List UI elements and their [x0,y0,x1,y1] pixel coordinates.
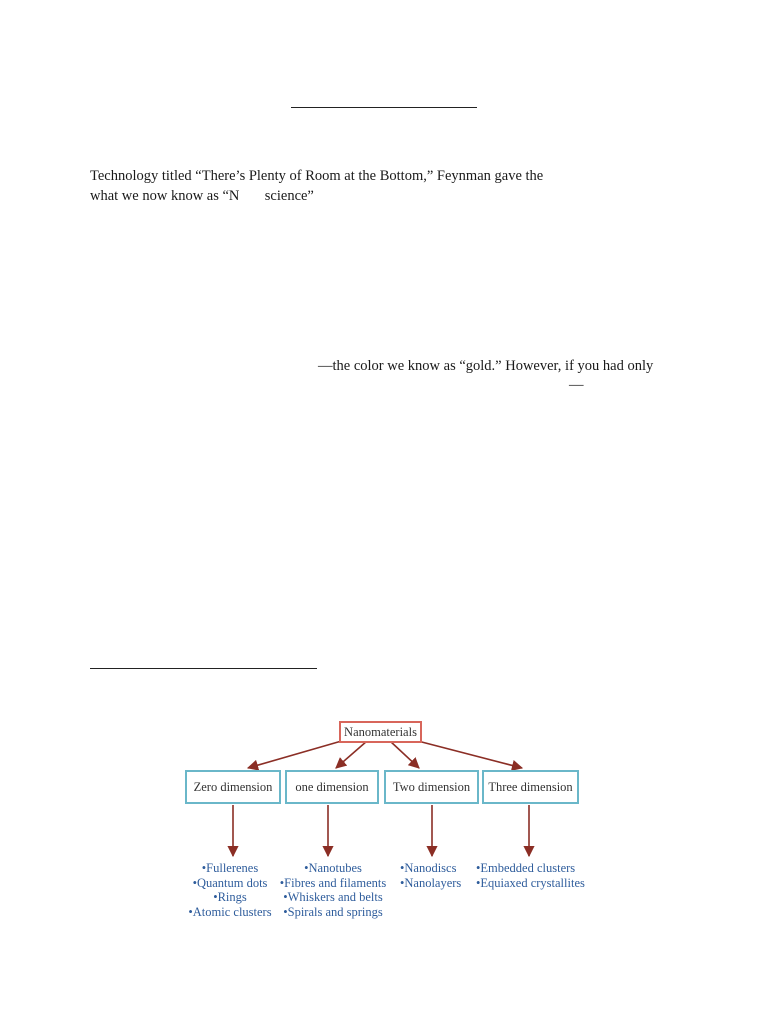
item-quantum-dots: •Quantum dots [192,875,268,890]
item-embedded-clusters: •Embedded clusters [476,861,576,875]
arrow-root-to-zero [248,740,345,768]
items-one-dimension [274,861,392,919]
item-whiskers-and-belts: •Whiskers and belts [283,890,383,904]
category-three-dimension: Three dimension [482,770,579,804]
text-line-2: what we now know as “N science” [90,188,314,204]
items-three-dimension [476,861,594,890]
root-node-nanomaterials: Nanomaterials [339,721,422,743]
item-nanodiscs: •Nanodiscs [400,861,457,875]
arrow-root-to-three [414,740,522,768]
item-fullerenes: •Fullerenes [201,861,259,875]
item-equiaxed-crystallites: •Equiaxed crystallites [476,875,585,890]
category-two-dimension: Two dimension [384,770,479,804]
category-zero-dimension: Zero dimension [185,770,281,804]
arrow-root-to-two [390,741,419,768]
text-line-3: —the color we know as “gold.” However, if you had only [318,358,654,374]
item-nanolayers: •Nanolayers [400,875,462,890]
text-line-1: Technology titled “There’s Plenty of Room at the Bottom,” Feynman gave the [90,168,544,184]
category-one-dimension: one dimension [285,770,379,804]
item-fibres-and-filaments: •Fibres and filaments [279,875,387,890]
item-rings: •Rings [213,890,247,904]
item-spirals-and-springs: •Spirals and springs [283,904,383,919]
item-nanotubes: •Nanotubes [304,861,362,875]
items-zero-dimension [180,861,280,919]
items-two-dimension [400,861,475,890]
arrow-root-to-one [336,741,367,768]
item-atomic-clusters: •Atomic clusters [188,904,272,919]
text-line-4: — [569,377,584,393]
